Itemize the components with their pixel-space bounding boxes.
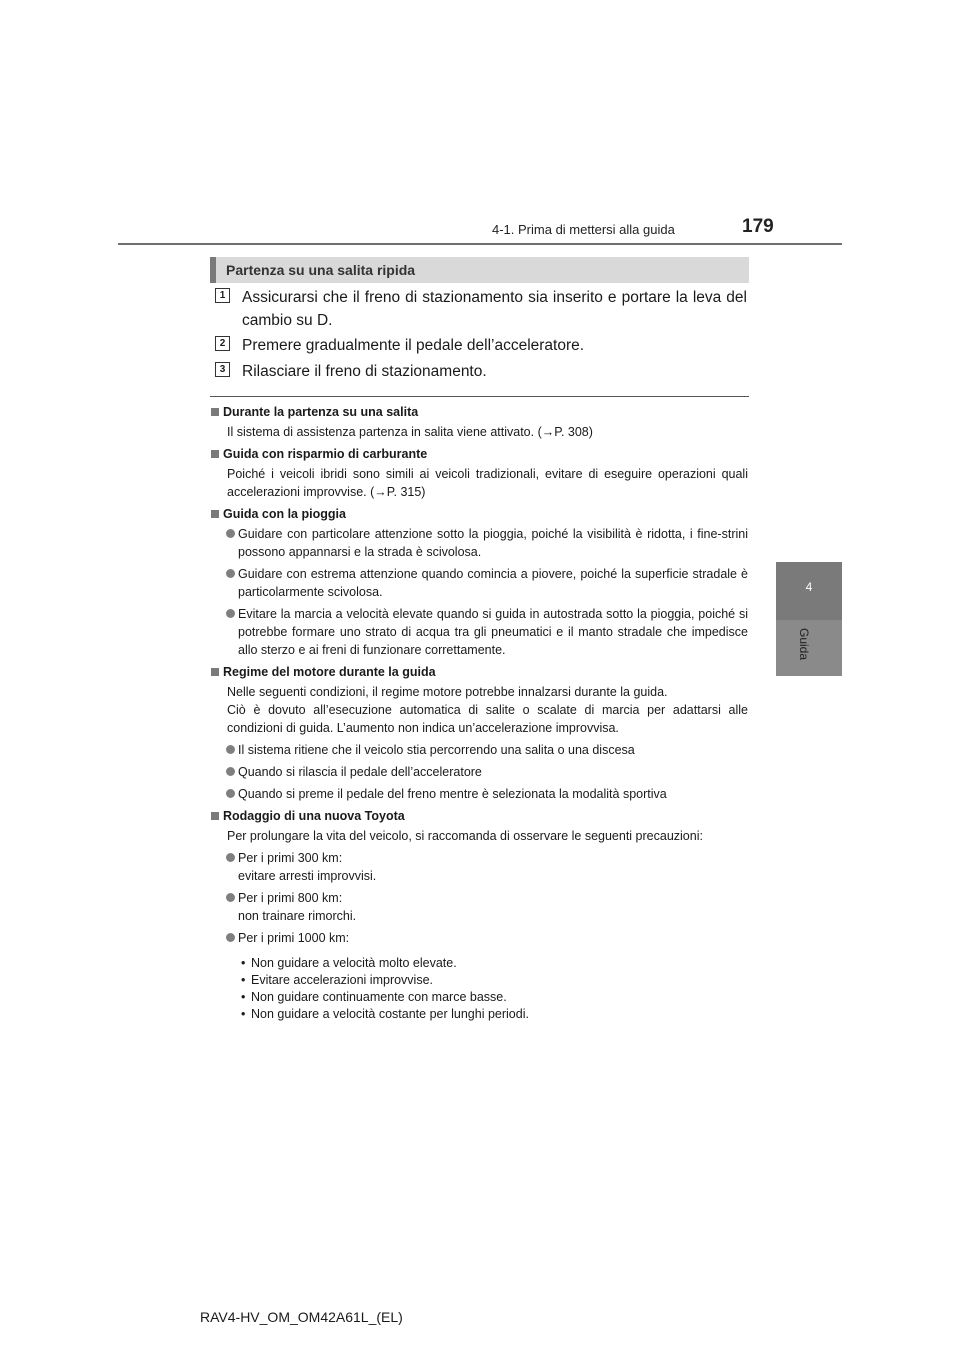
header-section-title: 4-1. Prima di mettersi alla guida	[492, 222, 675, 237]
sub-list-item: • Non guidare a velocità costante per lunghi periodi.	[241, 1007, 529, 1021]
section-divider	[210, 396, 749, 397]
footer-code: RAV4-HV_OM_OM42A61L_(EL)	[200, 1309, 403, 1325]
list-item: Il sistema ritiene che il veicolo stia percorrendo una salita o una discesa	[210, 741, 748, 759]
list-item: Per i primi 1000 km:	[210, 929, 748, 947]
note-title: Rodaggio di una nuova Toyota	[210, 807, 748, 825]
note-title: Durante la partenza su una salita	[210, 403, 748, 421]
note-title: Guida con la pioggia	[210, 505, 748, 523]
square-bullet-icon	[211, 408, 219, 416]
circle-bullet-icon	[226, 853, 235, 862]
step-number-3: 3	[215, 362, 230, 377]
circle-bullet-icon	[226, 745, 235, 754]
note-title: Guida con risparmio di carburante	[210, 445, 748, 463]
list-item: Quando si preme il pedale del freno mentre è selezionata la modalità sportiva	[210, 785, 748, 803]
step-number-2: 2	[215, 336, 230, 351]
step-text-3: Rilasciare il freno di stazionamento.	[242, 363, 487, 380]
circle-bullet-icon	[226, 529, 235, 538]
square-bullet-icon	[211, 812, 219, 820]
circle-bullet-icon	[226, 789, 235, 798]
notes-content	[210, 403, 748, 1023]
square-bullet-icon	[211, 510, 219, 518]
page-number: 179	[742, 216, 774, 237]
square-bullet-icon	[211, 450, 219, 458]
note-paragraph: Per prolungare la vita del veicolo, si raccomanda di osservare le seguenti precauzioni:	[227, 829, 703, 843]
heading-marker	[210, 257, 216, 283]
circle-bullet-icon	[226, 609, 235, 618]
circle-bullet-icon	[226, 767, 235, 776]
note-title: Regime del motore durante la guida	[210, 663, 748, 681]
chapter-tab[interactable]	[776, 562, 842, 620]
square-bullet-icon	[211, 668, 219, 676]
sub-list-item: • Evitare accelerazioni improvvise.	[241, 973, 434, 987]
note-paragraph: Poiché i veicoli ibridi sono simili ai veicoli tradizionali, evitare di eseguire operazioni quali accelerazioni improvvise. (→P. 315)	[227, 467, 748, 499]
header-rule	[118, 243, 842, 245]
note-paragraph: Ciò è dovuto all’esecuzione automatica di salite o scalate di marcia per adattarsi alle condizioni di guida. L’aumento non indica un’accelerazione improvvisa.	[227, 703, 748, 735]
list-item: Guidare con estrema attenzione quando comincia a piovere, poiché la superficie stradale è particolarmente scivolosa.	[210, 565, 748, 601]
circle-bullet-icon	[226, 893, 235, 902]
circle-bullet-icon	[226, 933, 235, 942]
step-number-1: 1	[215, 288, 230, 303]
list-item: Evitare la marcia a velocità elevate quando si guida in autostrada sotto la pioggia, poiché si potrebbe formare uno strato di acqua tra gli pneumatici e il manto stradale che impedisce allo sterzo e ai freni di funzionare correttamente.	[210, 605, 748, 659]
section-heading	[210, 257, 749, 283]
step-text-1: Assicurarsi che il freno di stazionamento sia inserito e portare la leva del cambio su D.	[242, 289, 747, 329]
note-paragraph: Il sistema di assistenza partenza in salita viene attivato. (→P. 308)	[227, 425, 593, 439]
circle-bullet-icon	[226, 569, 235, 578]
list-item: Per i primi 800 km: non trainare rimorchi.	[210, 889, 748, 925]
sub-list-item: • Non guidare continuamente con marce basse.	[241, 990, 507, 1004]
sub-list-item: • Non guidare a velocità molto elevate.	[241, 956, 457, 970]
note-paragraph: Nelle seguenti condizioni, il regime motore potrebbe innalzarsi durante la guida.	[227, 685, 668, 699]
chapter-tab-label: Guida	[797, 628, 811, 661]
section-heading-text: Partenza su una salita ripida	[226, 262, 416, 278]
list-item: Guidare con particolare attenzione sotto la pioggia, poiché la visibilità è ridotta, i fine-strini possono appannarsi e la strada è scivolosa.	[210, 525, 748, 561]
list-item: Per i primi 300 km: evitare arresti improvvisi.	[210, 849, 748, 885]
chapter-tab-number: 4	[805, 580, 813, 594]
list-item: Quando si rilascia il pedale dell’acceleratore	[210, 763, 748, 781]
step-text-2: Premere gradualmente il pedale dell’acceleratore.	[242, 337, 585, 354]
